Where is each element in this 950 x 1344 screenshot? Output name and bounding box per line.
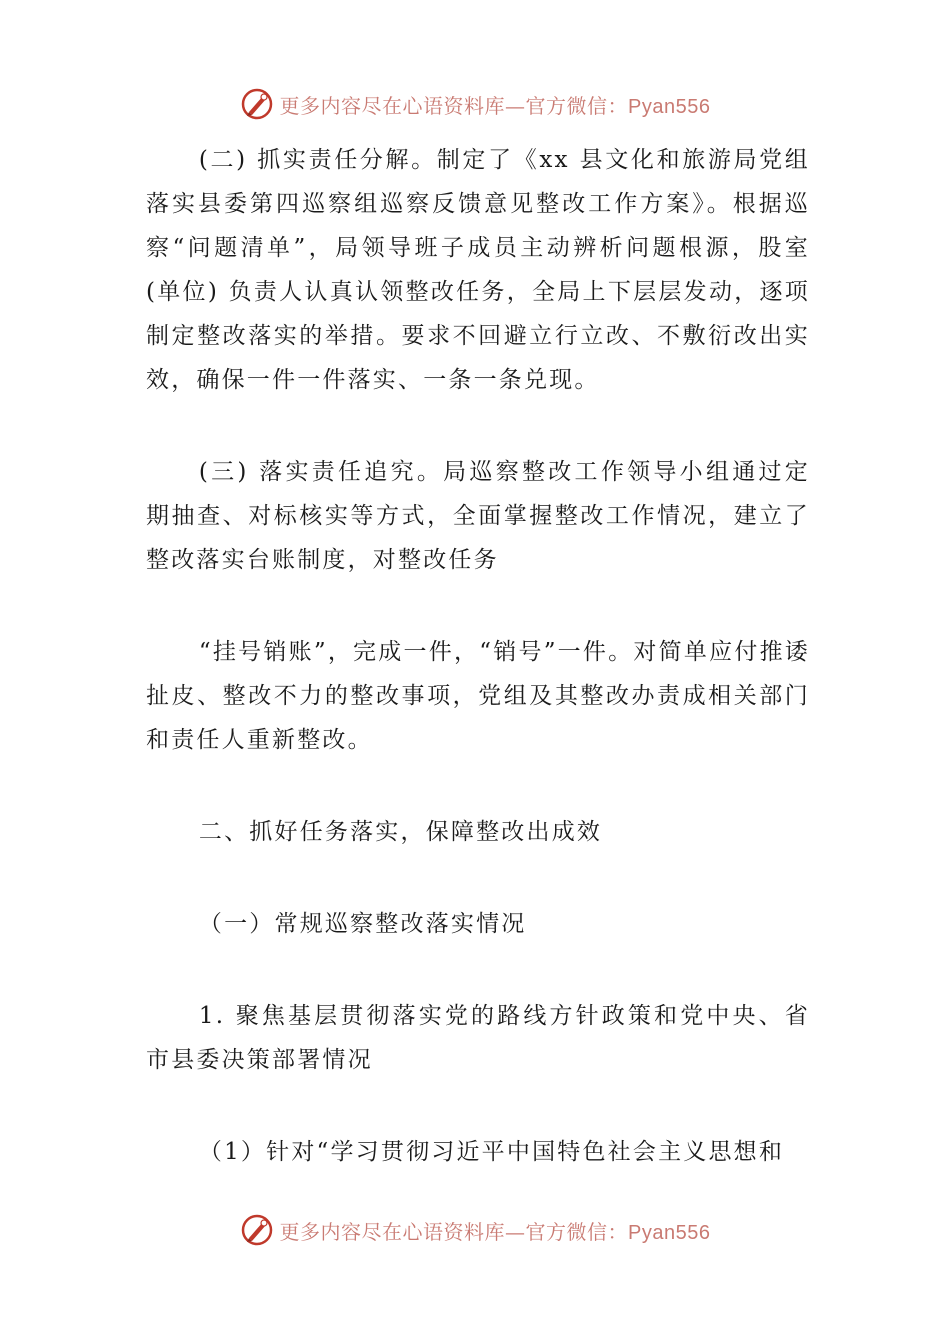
watermark-text: 更多内容尽在心语资料库—官方微信：Pyan556 xyxy=(279,93,711,118)
paragraph-registration: “挂号销账”，完成一件，“销号”一件。对简单应付推诿扯皮、整改不力的整改事项，党组及其整改办责成相关部门和责任人重新整改。 xyxy=(146,639,810,753)
paragraph-accountability: (三) 落实责任追究。局巡察整改工作领导小组通过定期抽查、对标核实等方式，全面掌握整改工作情况，建立了整改落实台账制度，对整改任务 xyxy=(146,459,810,573)
pen-logo-icon xyxy=(240,87,274,121)
section-heading-two: 二、抓好任务落实，保障整改出成效 xyxy=(198,819,603,845)
footer-watermark xyxy=(0,1210,950,1250)
pen-logo-icon xyxy=(240,1213,274,1247)
item-1-heading: 1. 聚焦基层贯彻落实党的路线方针政策和党中央、省市县委决策部署情况 xyxy=(146,1003,810,1073)
header-watermark xyxy=(0,84,950,124)
item-1-1-text: （1）针对“学习贯彻习近平中国特色社会主义思想和 xyxy=(198,1139,785,1165)
subheading-routine-inspection: （一）常规巡察整改落实情况 xyxy=(198,911,527,937)
document-body xyxy=(146,138,810,1174)
watermark-text: 更多内容尽在心语资料库—官方微信：Pyan556 xyxy=(279,1219,711,1244)
paragraph-responsibility-breakdown: (二) 抓实责任分解。制定了《xx 县文化和旅游局党组落实县委第四巡察组巡察反馈意见整改工作方案》。根据巡察“问题清单”，局领导班子成员主动辨析问题根源，股室(单位) 负责人认真认领整改任务，全局上下层层发动，逐项制定整改落实的举措。要求不回避立行立改、不敷衍改出实效，确保一件一件落实、一条一条兑现。 xyxy=(146,147,810,393)
